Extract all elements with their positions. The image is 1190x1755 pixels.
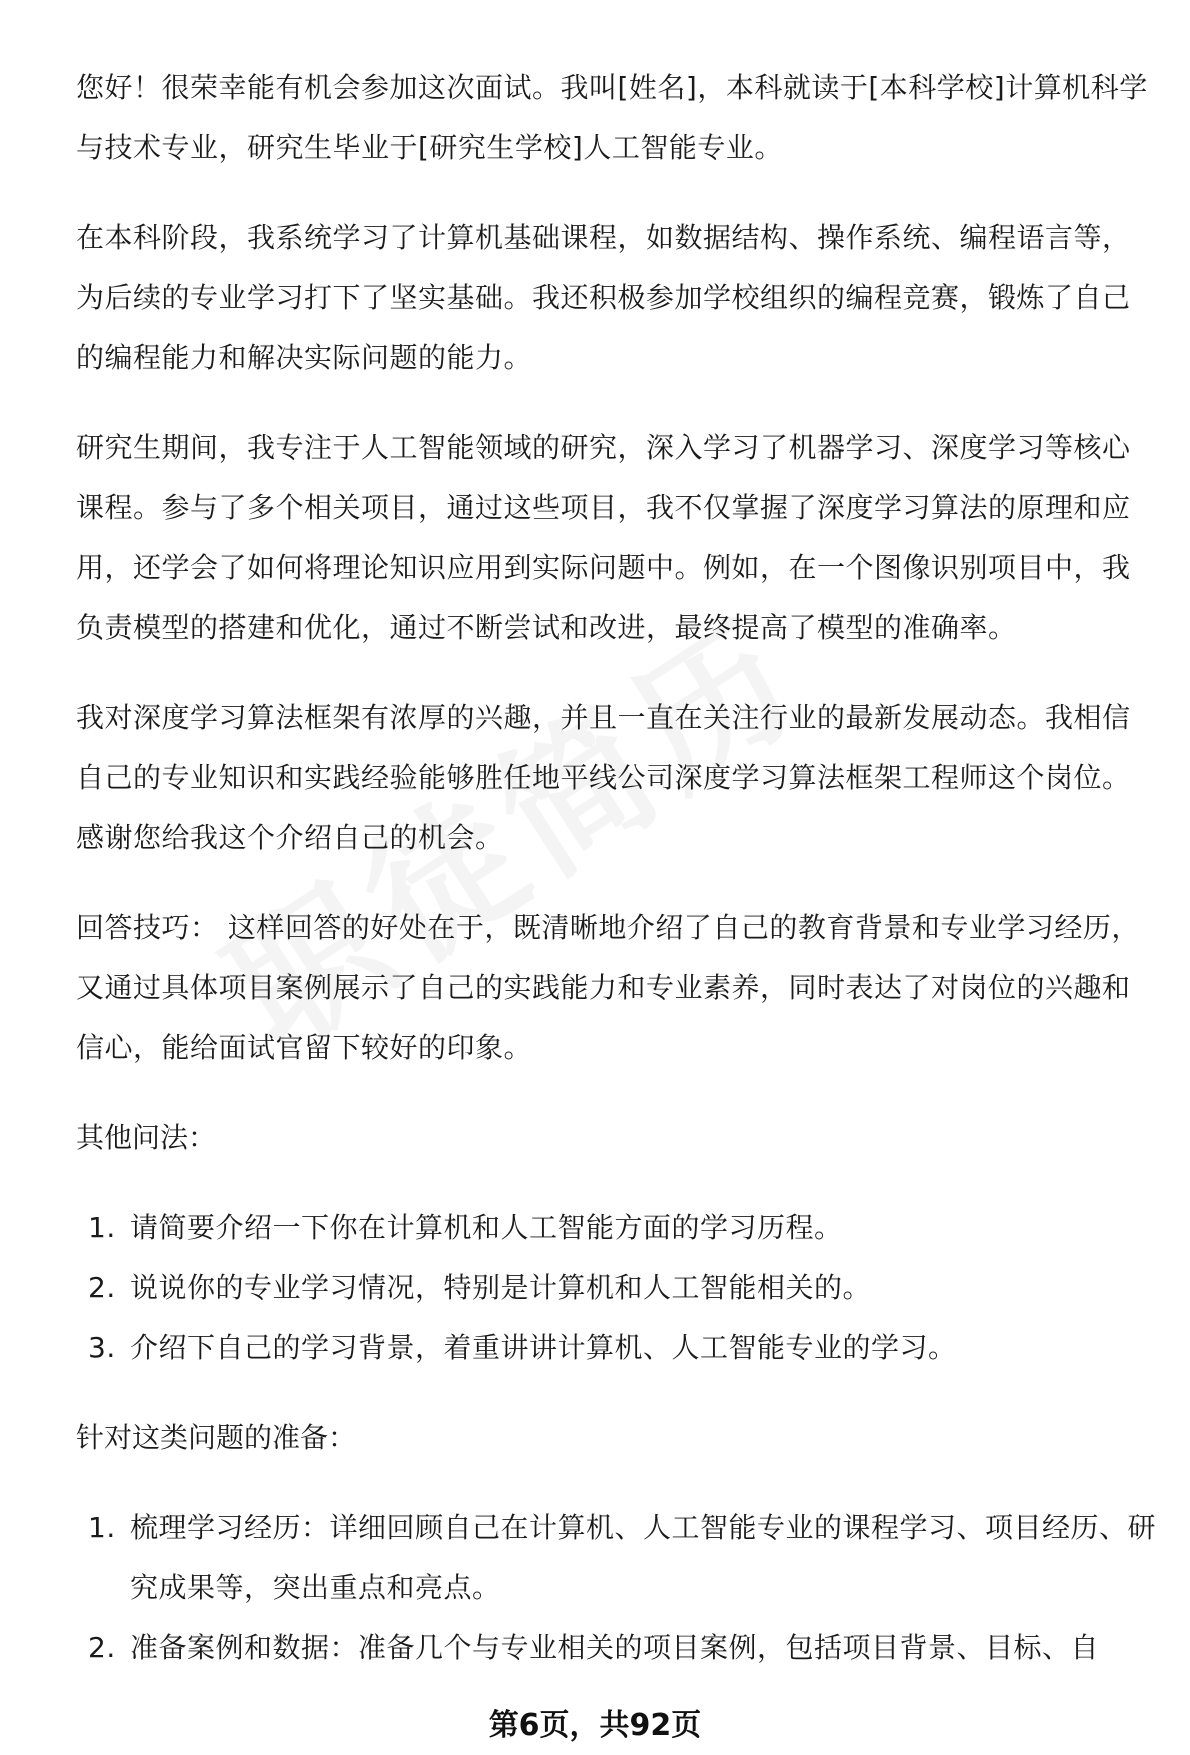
list-item-text: 说说你的专业学习情况，特别是计算机和人工智能相关的。 bbox=[130, 1271, 872, 1304]
other-questions-label: 其他问法： bbox=[76, 1121, 217, 1154]
other-questions-list bbox=[76, 1198, 1156, 1378]
list-item-text: 梳理学习经历：详细回顾自己在计算机、人工智能专业的课程学习、项目经历、研究成果等，突出重点和亮点。 bbox=[130, 1511, 1157, 1604]
preparation-list bbox=[76, 1498, 1156, 1678]
list-item bbox=[76, 1318, 1156, 1378]
list-item-text: 准备案例和数据：准备几个与专业相关的项目案例，包括项目背景、目标、自 bbox=[130, 1631, 1100, 1664]
intro-paragraph: 您好！很荣幸能有机会参加这次面试。我叫[姓名]，本科就读于[本科学校]计算机科学与技术专业，研究生毕业于[研究生学校]人工智能专业。 bbox=[76, 71, 1148, 164]
interest-paragraph: 我对深度学习算法框架有浓厚的兴趣，并且一直在关注行业的最新发展动态。我相信自己的专业知识和实践经验能够胜任地平线公司深度学习算法框架工程师这个岗位。感谢您给我这个介绍自己的机会。 bbox=[76, 701, 1131, 854]
page-number: 第6页，共92页 bbox=[488, 1708, 702, 1743]
list-item-number: 1. bbox=[88, 1511, 116, 1544]
preparation-label: 针对这类问题的准备： bbox=[76, 1421, 357, 1454]
list-item bbox=[76, 1618, 1156, 1678]
list-item bbox=[76, 1498, 1156, 1618]
answer-tips-paragraph: 回答技巧： 这样回答的好处在于，既清晰地介绍了自己的教育背景和专业学习经历，又通过具体项目案例展示了自己的实践能力和专业素养，同时表达了对岗位的兴趣和信心，能给面试官留下较好的印象。 bbox=[76, 911, 1140, 1064]
undergrad-paragraph: 在本科阶段，我系统学习了计算机基础课程，如数据结构、操作系统、编程语言等，为后续的专业学习打下了坚实基础。我还积极参加学校组织的编程竞赛，锻炼了自己的编程能力和解决实际问题的能力。 bbox=[76, 221, 1131, 374]
document-body bbox=[76, 58, 1156, 1708]
list-item-text: 介绍下自己的学习背景，着重讲讲计算机、人工智能专业的学习。 bbox=[130, 1331, 957, 1364]
list-item-number: 3. bbox=[88, 1331, 116, 1364]
list-item bbox=[76, 1198, 1156, 1258]
list-item-text: 请简要介绍一下你在计算机和人工智能方面的学习历程。 bbox=[130, 1211, 843, 1244]
list-item-number: 1. bbox=[88, 1211, 116, 1244]
list-item bbox=[76, 1258, 1156, 1318]
graduate-paragraph: 研究生期间，我专注于人工智能领域的研究，深入学习了机器学习、深度学习等核心课程。参与了多个相关项目，通过这些项目，我不仅掌握了深度学习算法的原理和应用，还学会了如何将理论知识应用到实际问题中。例如，在一个图像识别项目中，我负责模型的搭建和优化，通过不断尝试和改进，最终提高了模型的准确率。 bbox=[76, 431, 1131, 644]
list-item-number: 2. bbox=[88, 1271, 116, 1304]
list-item-number: 2. bbox=[88, 1631, 116, 1664]
